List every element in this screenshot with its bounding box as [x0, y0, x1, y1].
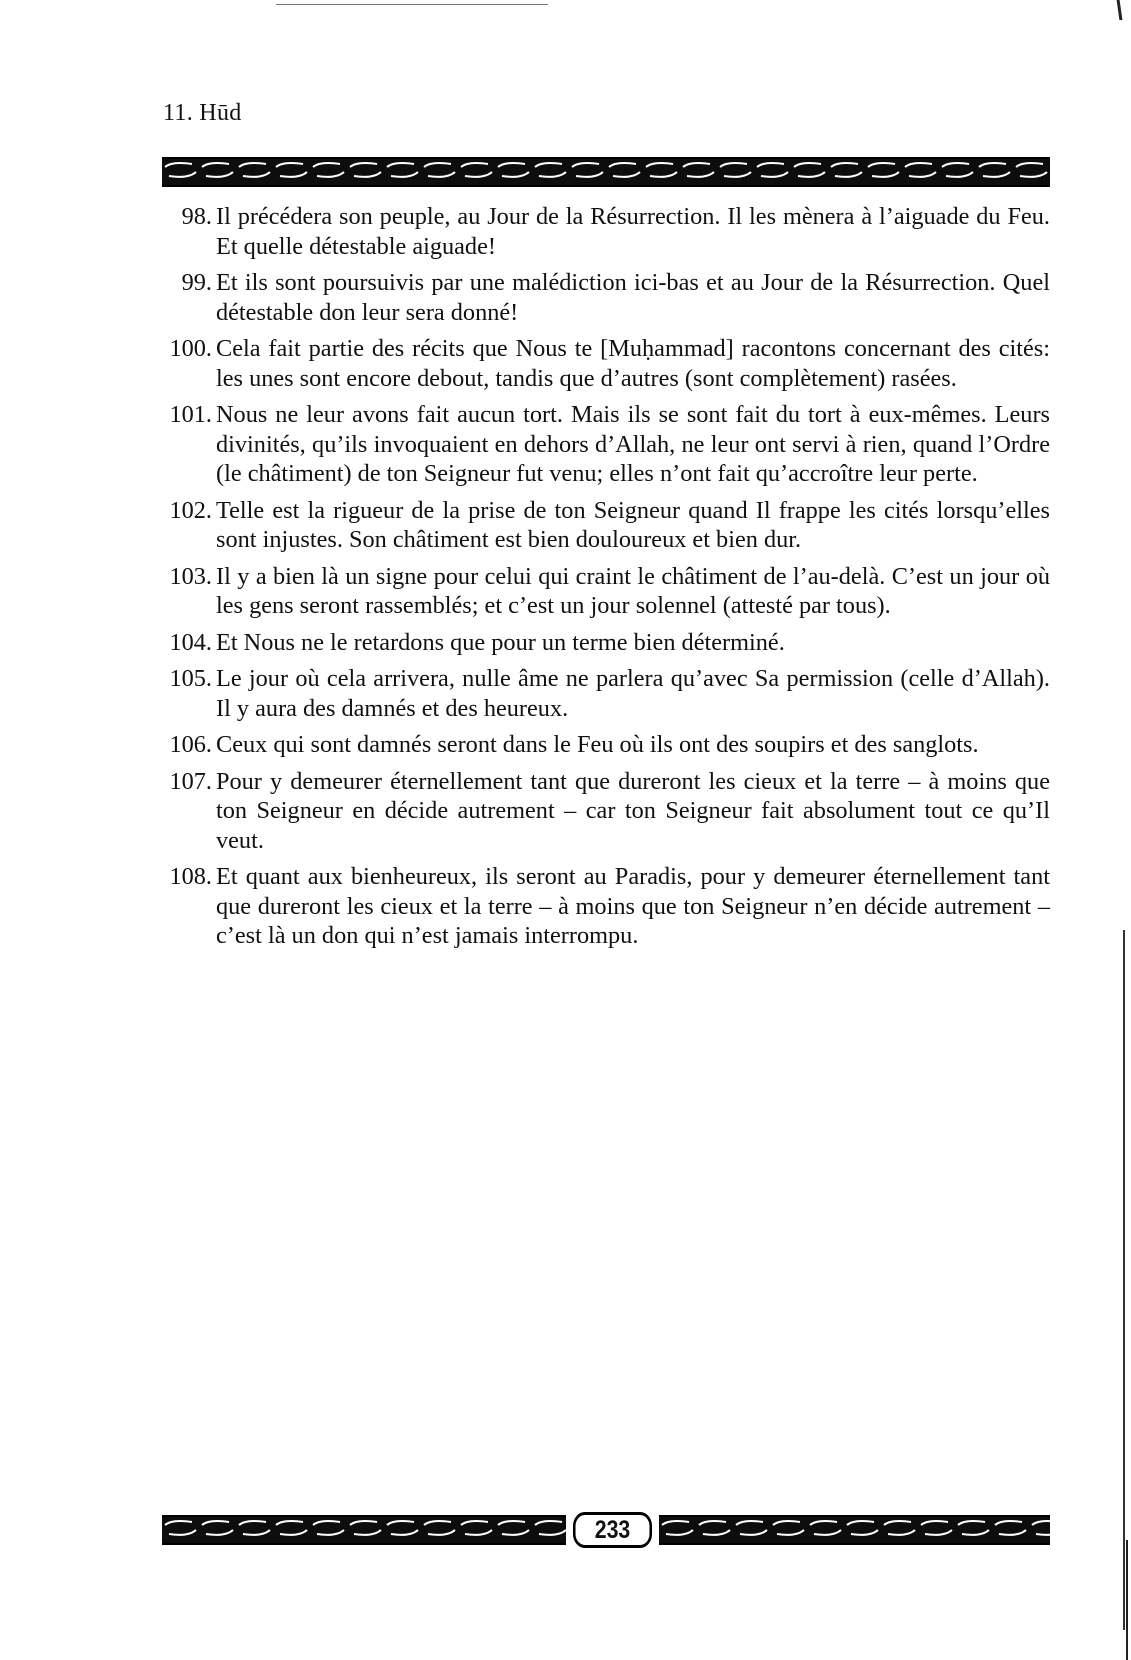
verse-number: 107. — [169, 767, 212, 795]
verse-text: Et quant aux bienheureux, ils seront au Paradis, pour y demeurer éternellement tant que dureront les cieux et la terre – à moins que ton Seigneur n’en décide autrement – c’est là un don qui n’est jamais interrompu. — [216, 863, 1050, 949]
footer-ornament-left — [162, 1515, 566, 1545]
page-edge-line — [1123, 930, 1125, 1630]
footer-ornament-right — [659, 1515, 1050, 1545]
verse-number: 105. — [169, 665, 212, 692]
verse-item — [162, 562, 1050, 621]
verse-text: Le jour où cela arrivera, nulle âme ne parlera qu’avec Sa permission (celle d’Allah). Il y aura des damnés et des heureux. — [216, 665, 1050, 722]
verse-item — [162, 730, 1050, 760]
verse-item — [162, 664, 1050, 723]
verse-item — [162, 400, 1050, 489]
top-rule — [276, 4, 548, 5]
verse-text: Ceux qui sont damnés seront dans le Feu où ils ont des soupirs et des sanglots. — [216, 731, 979, 758]
verse-text: Nous ne leur avons fait aucun tort. Mais ils se sont fait du tort à eux-mêmes. Leurs divinités, qu’ils invoquaient en dehors d’Allah, ne leur ont servi à rien, quand l’Ordre (le châtiment) de ton Seigneur fut venu; elles n’ont fait qu’accroître leur perte. — [216, 401, 1050, 487]
verse-number: 99. — [181, 269, 212, 296]
verse-number: 108. — [169, 863, 212, 890]
verse-item — [162, 496, 1050, 555]
verse-item — [162, 862, 1050, 951]
verse-number: 98. — [181, 203, 212, 230]
verse-text: Pour y demeurer éternellement tant que dureront les cieux et la terre – à moins que ton Seigneur en décide autrement – car ton Seigneur fait absolument tout ce qu’Il veut. — [216, 767, 1050, 854]
verse-number: 102. — [169, 496, 212, 524]
verse-number: 103. — [169, 562, 212, 590]
verse-number: 101. — [169, 401, 212, 428]
page-number: 233 — [573, 1512, 652, 1548]
top-ornament-band — [162, 157, 1050, 187]
verse-item — [162, 767, 1050, 856]
verse-text: Il précédera son peuple, au Jour de la Résurrection. Il les mènera à l’aiguade du Feu. Et quelle détestable aiguade! — [216, 203, 1050, 260]
verse-number: 104. — [169, 628, 212, 656]
verse-item — [162, 268, 1050, 327]
verse-text: Et Nous ne le retardons que pour un terme bien déterminé. — [216, 628, 785, 656]
verse-list — [162, 202, 1050, 958]
verse-number: 100. — [169, 335, 212, 362]
verse-item — [162, 628, 1050, 658]
verse-text: Et ils sont poursuivis par une malédiction ici-bas et au Jour de la Résurrection. Quel détestable don leur sera donné! — [216, 269, 1050, 326]
verse-item — [162, 202, 1050, 261]
verse-text: Cela fait partie des récits que Nous te [Muḥammad] racontons concernant des cités: les unes sont encore debout, tandis que d’autres (sont complètement) rasées. — [216, 335, 1050, 392]
running-header: 11. Hūd — [163, 100, 242, 126]
verse-number: 106. — [169, 731, 212, 758]
page-edge-line-lower — [1126, 1540, 1128, 1660]
verse-item — [162, 334, 1050, 393]
page-footer — [162, 1515, 1050, 1545]
corner-mark — [1117, 0, 1123, 20]
verse-text: Il y a bien là un signe pour celui qui craint le châtiment de l’au-delà. C’est un jour où les gens seront rassemblés; et c’est un jour solennel (attesté par tous). — [216, 562, 1050, 619]
chain-ornament-top — [162, 159, 1050, 181]
verse-text: Telle est la rigueur de la prise de ton Seigneur quand Il frappe les cités lorsqu’elles sont injustes. Son châtiment est bien douloureux et bien dur. — [216, 496, 1050, 553]
